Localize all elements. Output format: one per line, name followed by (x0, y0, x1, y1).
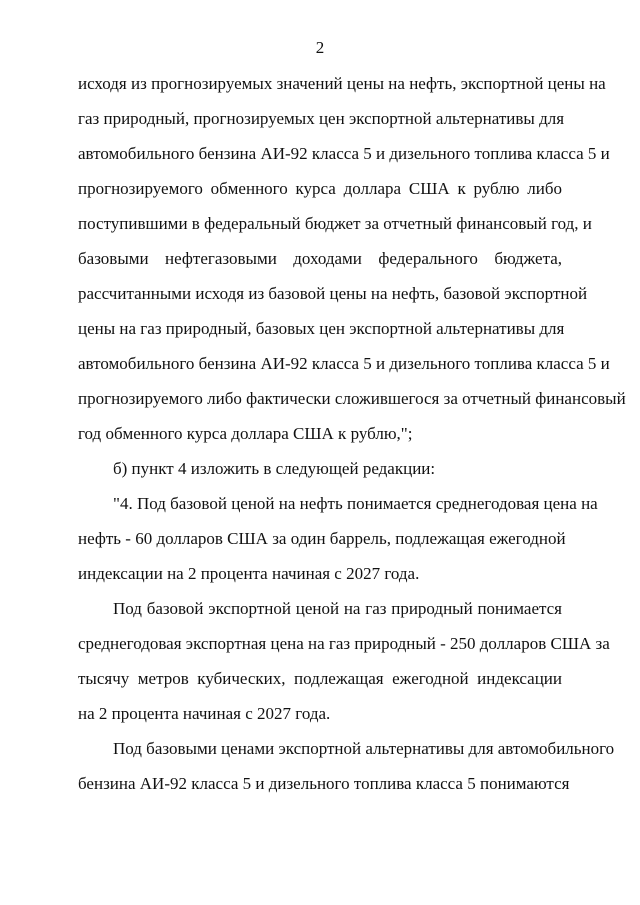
text-line: Под базовой экспортной ценой на газ природный понимается (113, 599, 562, 618)
text-line: индексации на 2 процента начиная с 2027 года. (78, 564, 420, 583)
text-line: автомобильного бензина АИ-92 класса 5 и дизельного топлива класса 5 и (78, 354, 610, 373)
text-line: исходя из прогнозируемых значений цены на нефть, экспортной цены на (78, 74, 606, 93)
text-line: автомобильного бензина АИ-92 класса 5 и дизельного топлива класса 5 и (78, 144, 610, 163)
page-number: 2 (315, 38, 325, 57)
text-line: прогнозируемого либо фактически сложившегося за отчетный финансовый (78, 389, 626, 408)
text-line: цены на газ природный, базовых цен экспортной альтернативы для (78, 319, 565, 338)
text-line: Под базовыми ценами экспортной альтернативы для автомобильного (113, 739, 615, 758)
text-line: рассчитанными исходя из базовой цены на нефть, базовой экспортной (78, 284, 588, 303)
text-line: б) пункт 4 изложить в следующей редакции: (113, 459, 436, 478)
text-line: базовыми нефтегазовыми доходами федерального бюджета, (78, 249, 562, 268)
text-line: поступившими в федеральный бюджет за отчетный финансовый год, и (78, 214, 592, 233)
text-line: среднегодовая экспортная цена на газ природный - 250 долларов США за (78, 634, 610, 653)
text-line: на 2 процента начиная с 2027 года. (78, 704, 331, 723)
text-line: бензина АИ-92 класса 5 и дизельного топлива класса 5 понимаются (78, 774, 570, 793)
text-line: нефть - 60 долларов США за один баррель, подлежащая ежегодной (78, 529, 566, 548)
text-line: прогнозируемого обменного курса доллара США к рублю либо (78, 179, 562, 198)
text-line: "4. Под базовой ценой на нефть понимается среднегодовая цена на (113, 494, 598, 513)
text-line: газ природный, прогнозируемых цен экспортной альтернативы для (78, 109, 565, 128)
text-line: тысячу метров кубических, подлежащая ежегодной индексации (78, 669, 562, 688)
text-line: год обменного курса доллара США к рублю,"; (78, 424, 413, 443)
